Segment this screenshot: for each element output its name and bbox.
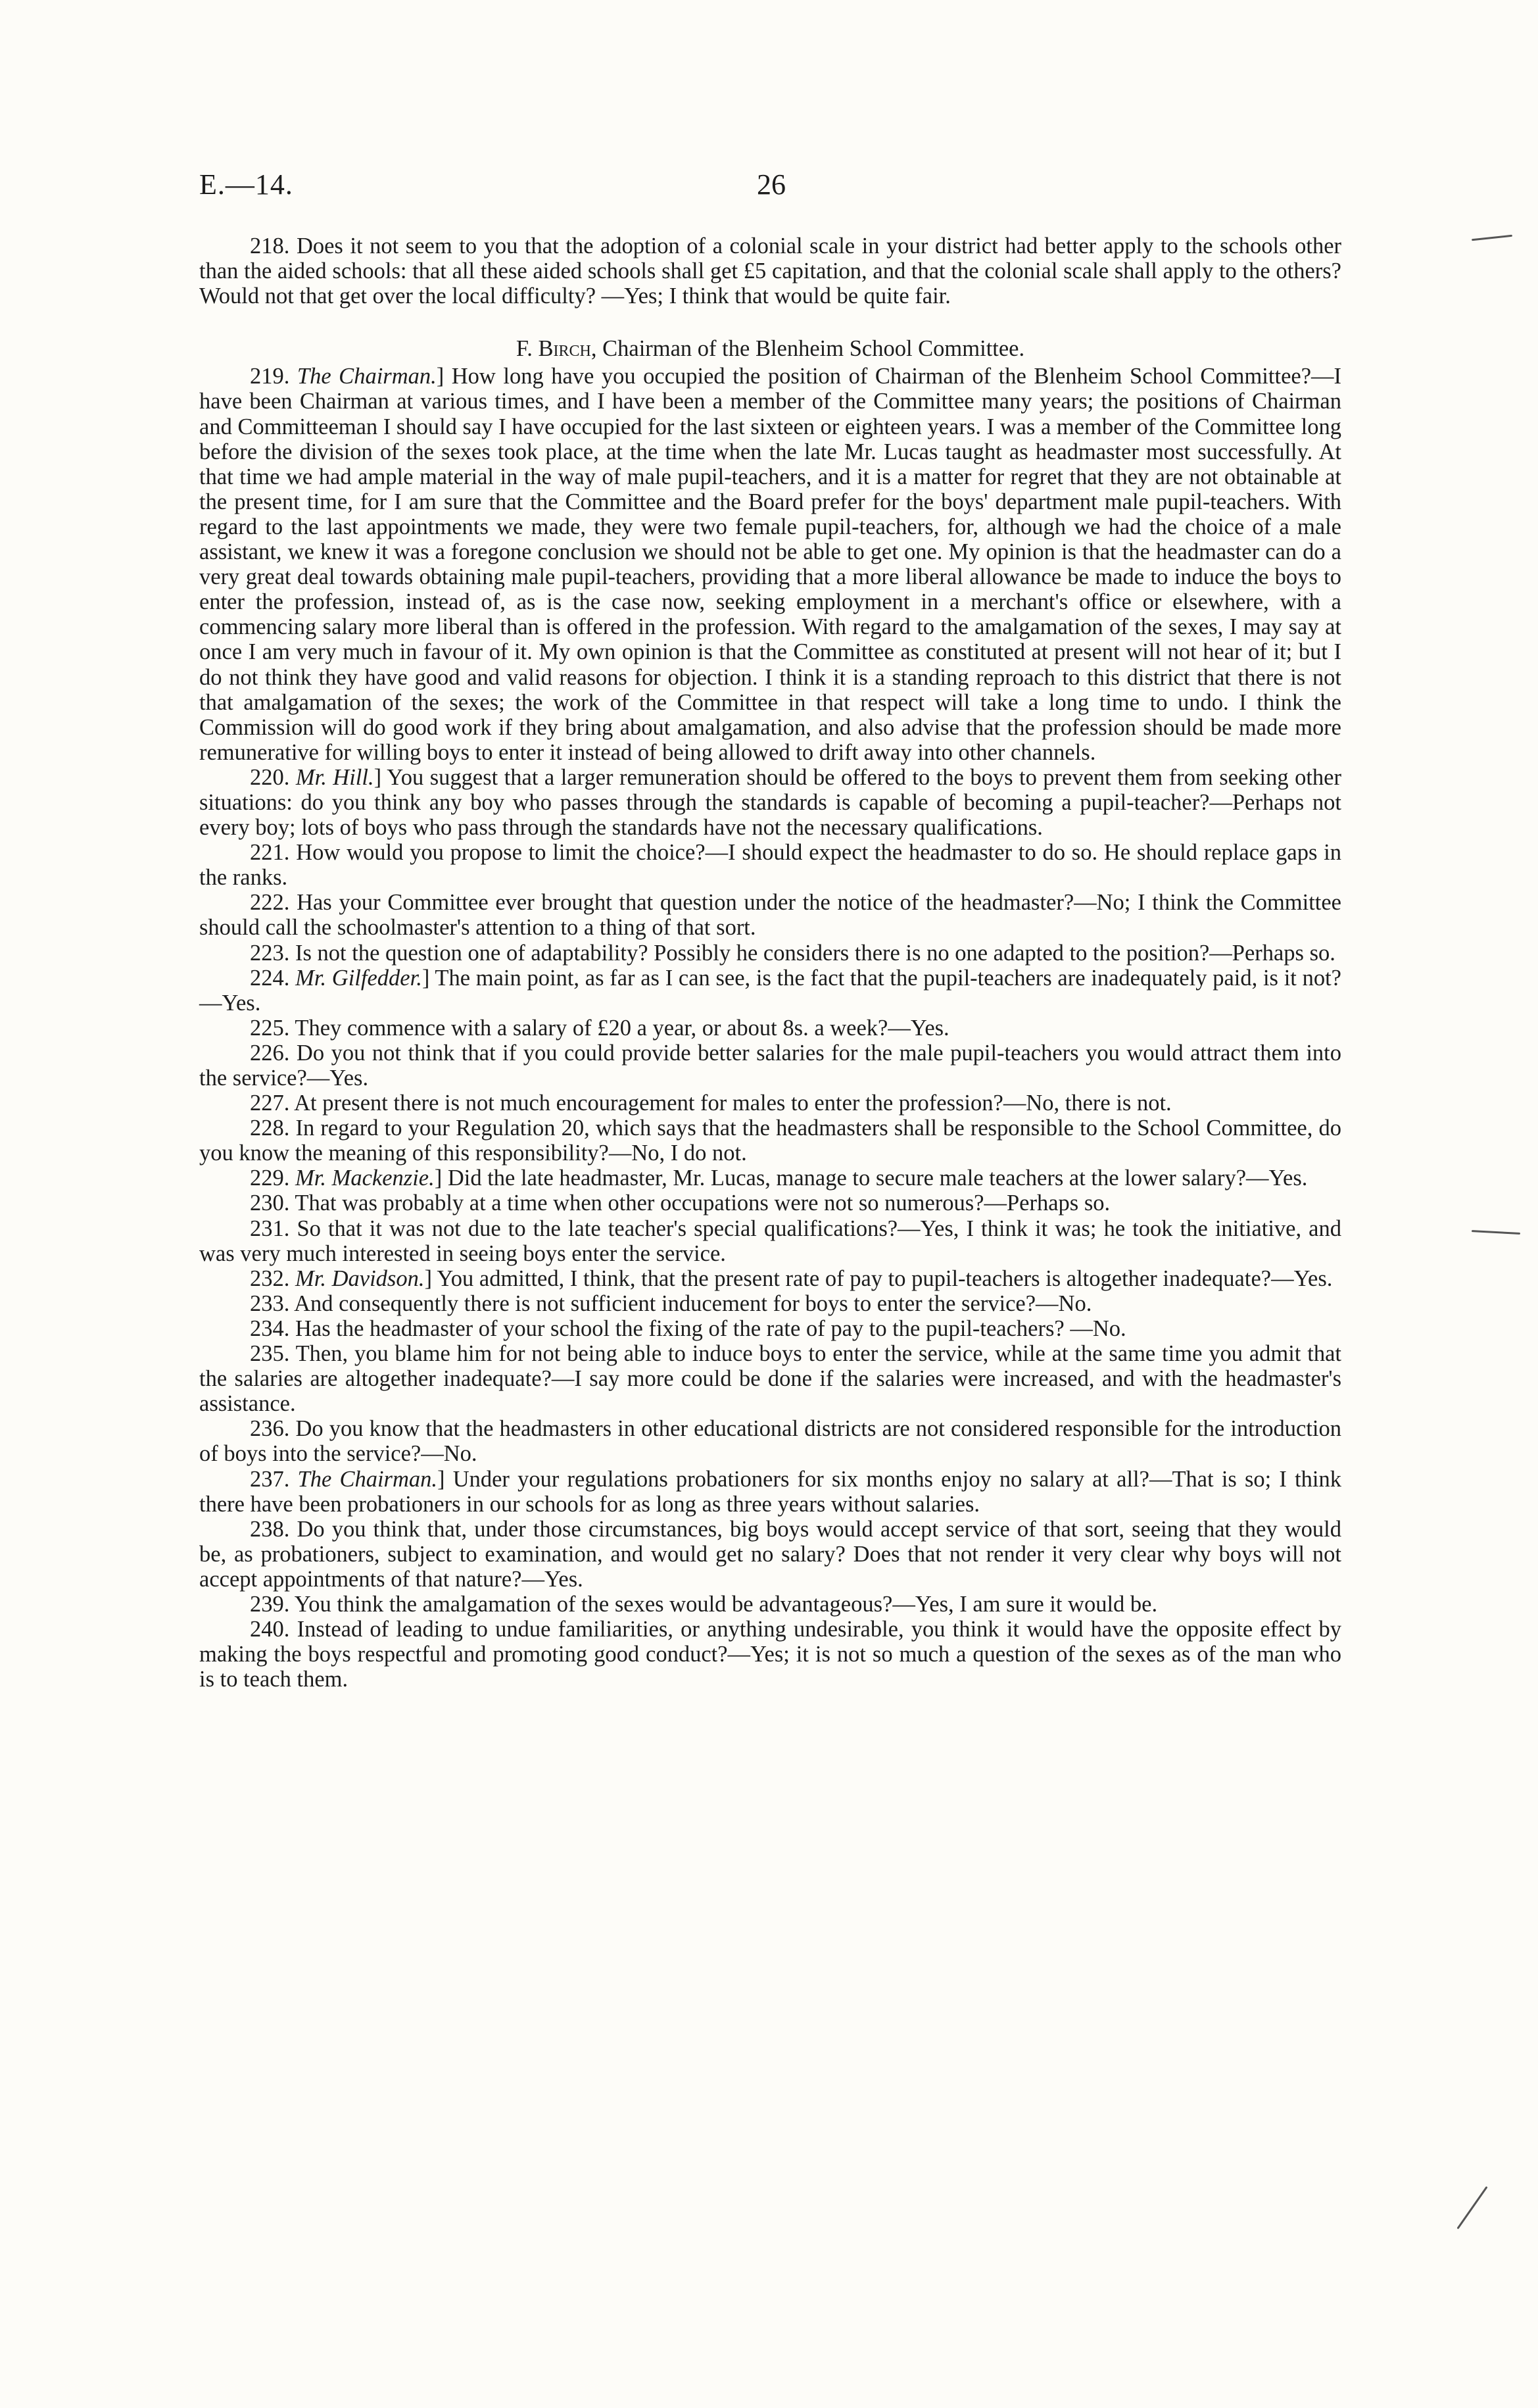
document-reference: E.—14. [199, 168, 293, 201]
question-text: You suggest that a larger remuneration should be offered to the boys to prevent them from seeking other situations: do you think any boy who passes through the standards is capable of becoming a pupil-teacher?—Perhaps not every boy; lots of boys who pass through the standards have not the necessary qualifications. [199, 764, 1341, 841]
page-number: 26 [757, 168, 786, 201]
evidence-paragraph-234 [199, 1316, 1341, 1341]
minutes-of-evidence [199, 233, 1341, 1692]
question-text: You think the amalgamation of the sexes would be advantageous?—Yes, I am sure it would be. [294, 1591, 1158, 1617]
question-text: How long have you occupied the position of Chairman of the Blenheim School Committee?—I have been Chairman at various times, and I have been a member of the Committee many years; the positions of Chairman and Committeeman I should say I have occupied for the last sixteen or eighteen years. I was a member of the Committee long before the division of the sexes took place, at the time when the late Mr. Lucas taught as headmaster most successfully. At that time we had ample material in the way of male pupil-teachers, and it is a matter for regret that they are not obtainable at the present time, for I am sure that the Committee and the Board prefer for the boys' department male pupil-teachers. With regard to the last appointments we made, they were two female pupil-teachers, for, although we had the choice of a male assistant, we knew it was a foregone conclusion we should not be able to get one. My opinion is that the headmaster can do a very great deal towards obtaining male pupil-teachers, providing that a more liberal allowance be made to induce the boys to enter the profession, instead of, as is the case now, seeking employment in a merchant's office or elsewhere, with a commencing salary more liberal than is offered in the profession. With regard to the amalgamation of the sexes, I may say at once I am very much in favour of it. My own opinion is that the Committee as constituted at present will not hear of it; but I do not think they have good and valid reasons for objection. I think it is a standing reproach to this district that there is not that amalgamation of the sexes; the work of the Committee in that respect will take a long time to undo. I think the Commission will do good work if they bring about amalgamation, and also advise that the profession should be made more remunerative for willing boys to enter it instead of being allowed to drift away into other channels. [199, 364, 1341, 765]
question-text: Then, you blame him for not being able to induce boys to enter the service, while at the same time you admit that the salaries are altogether inadequate?—I say more could be done if the salaries were increased, and with the headmaster's assistance. [199, 1341, 1341, 1417]
speaker-name: Mr. Mackenzie. [295, 1166, 435, 1191]
witness-heading [199, 336, 1341, 361]
question-text: Do you know that the headmasters in other educational districts are not considered responsible for the introduction of boys into the service?—No. [199, 1416, 1342, 1467]
evidence-paragraph-227 [199, 1091, 1341, 1116]
evidence-paragraph-230 [199, 1191, 1341, 1216]
question-text: At present there is not much encouragement for males to enter the profession?—No, there is not. [294, 1091, 1172, 1116]
evidence-paragraph-240 [199, 1617, 1341, 1692]
question-text: The main point, as far as I can see, is the fact that the pupil-teachers are inadequately paid, is it not?—Yes. [199, 965, 1341, 1016]
question-text: Has your Committee ever brought that question under the notice of the headmaster?—No; I think the Committee should call the schoolmaster's attention to a thing of that sort. [199, 890, 1341, 941]
question-text: Did the late headmaster, Mr. Lucas, manage to secure male teachers at the lower salary?—Yes. [447, 1166, 1308, 1191]
question-number: 239. [250, 1591, 290, 1617]
evidence-paragraph-226 [199, 1041, 1341, 1091]
margin-mark [1456, 2186, 1487, 2230]
question-text: So that it was not due to the late teacher's special qualifications?—Yes, I think it was; he took the initiative, and was very much interested in seeing boys enter the service. [199, 1216, 1341, 1266]
question-text: Has the headmaster of your school the fixing of the rate of pay to the pupil-teachers? —No. [295, 1315, 1126, 1341]
question-number: 233. [250, 1290, 290, 1316]
question-number: 240. [250, 1617, 290, 1642]
question-text: Do you think that, under those circumstances, big boys would accept service of that sort, seeing that they would be, as probationers, subject to examination, and would get no salary? Does that not render it very clear why boys will not accept appointments of that nature?—Yes. [199, 1516, 1341, 1592]
evidence-paragraph-229: 229. Mr. Mackenzie.] Did the late headmaster, Mr. Lucas, manage to secure male teachers at the lower salary?—Yes. [250, 1166, 1308, 1191]
evidence-paragraph-225 [199, 1016, 1341, 1041]
witness-name: F. Birch [516, 336, 591, 362]
question-number: 229. [250, 1166, 290, 1191]
question-number: 226. [250, 1040, 290, 1066]
margin-mark [1472, 235, 1512, 241]
evidence-paragraph-238 [199, 1517, 1341, 1592]
question-number: 234. [250, 1315, 290, 1341]
question-number: 224. [250, 965, 290, 991]
question-text: That was probably at a time when other occupations were not so numerous?—Perhaps so. [295, 1191, 1111, 1216]
question-text: And consequently there is not sufficient inducement for boys to enter the service?—No. [294, 1290, 1092, 1316]
question-number: 219. [250, 364, 290, 389]
question-text: In regard to your Regulation 20, which says that the headmasters shall be responsible to the School Committee, do you know the meaning of this responsibility?—No, I do not. [199, 1116, 1341, 1166]
evidence-paragraph-220: 220. Mr. Hill.] You suggest that a larger remuneration should be offered to the boys to prevent them from seeking other situations: do you think any boy who passes through the standards is capable of becoming a pupil-teacher?—Perhaps not every boy; lots of boys who pass through the standards have not the necessary qualifications. [199, 764, 1341, 841]
question-number: 218. [250, 233, 290, 258]
evidence-paragraph-231 [199, 1216, 1341, 1266]
speaker-name: The Chairman. [297, 1466, 438, 1492]
evidence-paragraph-236 [199, 1416, 1341, 1466]
question-number: 236. [250, 1416, 290, 1442]
question-number: 230. [250, 1191, 290, 1216]
evidence-paragraph-221 [199, 840, 1341, 890]
evidence-paragraph-219: 219. The Chairman.] How long have you occupied the position of Chairman of the Blenheim School Committee?—I have been Chairman at various times, and I have been a member of the Committee many years; the positions of Chairman and Committeeman I should say I have occupied for the last sixteen or eighteen years. I was a member of the Committee long before the division of the sexes took place, at the time when the late Mr. Lucas taught as headmaster most successfully. At that time we had ample material in the way of male pupil-teachers, and it is a matter for regret that they are not obtainable at the present time, for I am sure that the Committee and the Board prefer for the boys' department male pupil-teachers. With regard to the last appointments we made, they were two female pupil-teachers, for, although we had the choice of a male assistant, we knew it was a foregone conclusion we should not be able to get one. My opinion is that the headmaster can do a very great deal towards obtaining male pupil-teachers, providing that a more liberal allowance be made to induce the boys to enter the profession, instead of, as is the case now, seeking employment in a merchant's office or elsewhere, with a commencing salary more liberal than is offered in the profession. With regard to the amalgamation of the sexes, I may say at once I am very much in favour of it. My own opinion is that the Committee as constituted at present will not hear of it; but I do not think they have good and valid reasons for objection. I think it is a standing reproach to this district that there is not that amalgamation of the sexes; the work of the Committee in that respect will take a long time to undo. I think the Commission will do good work if they bring about amalgamation, and also advise that the profession should be made more remunerative for willing boys to enter it instead of being allowed to drift away into other channels. [199, 364, 1341, 765]
question-text: Does it not seem to you that the adoption of a colonial scale in your district had better apply to the schools other than the aided schools: that all these aided schools shall get £5 capitation, and that the colonial scale shall apply to the others? Would not that get over the local difficulty? —Yes; I think that would be quite fair. [199, 233, 1342, 309]
question-number: 237. [250, 1466, 290, 1492]
evidence-paragraph-218 [199, 233, 1341, 308]
question-text: Is not the question one of adaptability? Possibly he considers there is no one adapted to the position?—Perhaps so. [295, 940, 1335, 966]
speaker-name: The Chairman. [297, 364, 437, 389]
speaker-name: Mr. Davidson. [295, 1265, 425, 1291]
evidence-paragraph-223 [199, 941, 1341, 966]
question-number: 228. [250, 1116, 290, 1141]
speaker-name: Mr. Gilfedder. [295, 965, 422, 991]
question-text: Under your regulations probationers for six months enjoy no salary at all?—That is so; I think there have been probationers in our schools for as long as three years without salaries. [199, 1466, 1342, 1517]
evidence-paragraph-232: 232. Mr. Davidson.] You admitted, I think, that the present rate of pay to pupil-teachers is altogether inadequate?—Yes. [250, 1265, 1333, 1291]
question-number: 223. [250, 940, 290, 966]
question-number: 222. [250, 890, 290, 916]
evidence-paragraph-233 [199, 1291, 1341, 1316]
margin-mark [1472, 1230, 1520, 1235]
evidence-paragraph-222 [199, 890, 1341, 940]
evidence-paragraph-235 [199, 1341, 1341, 1416]
question-number: 225. [250, 1015, 290, 1041]
evidence-paragraph-224: 224. Mr. Gilfedder.] The main point, as far as I can see, is the fact that the pupil-teachers are inadequately paid, is it not?—Yes. [199, 965, 1341, 1016]
page-header [199, 168, 1338, 207]
evidence-paragraph-237: 237. The Chairman.] Under your regulations probationers for six months enjoy no salary at all?—That is so; I think there have been probationers in our schools for as long as three years without salaries. [199, 1466, 1342, 1517]
evidence-paragraph-228 [199, 1116, 1341, 1166]
question-number: 232. [250, 1265, 290, 1291]
question-number: 227. [250, 1091, 290, 1116]
question-number: 220. [250, 764, 290, 790]
question-text: Instead of leading to undue familiarities, or anything undesirable, you think it would have the opposite effect by making the boys respectful and promoting good conduct?—Yes; it is not so much a question of the sexes as of the man who is to teach them. [199, 1617, 1341, 1692]
question-text: Do you not think that if you could provide better salaries for the male pupil-teachers you would attract them into the service?—Yes. [199, 1040, 1342, 1091]
question-text: They commence with a salary of £20 a year, or about 8s. a week?—Yes. [295, 1015, 949, 1041]
evidence-paragraph-239 [199, 1592, 1341, 1617]
question-text: How would you propose to limit the choice?—I should expect the headmaster to do so. He should replace gaps in the ranks. [199, 840, 1342, 891]
question-number: 231. [250, 1216, 290, 1241]
question-text: You admitted, I think, that the present rate of pay to pupil-teachers is altogether inadequate?—Yes. [437, 1265, 1333, 1291]
question-number: 221. [250, 840, 290, 866]
witness-title: , Chairman of the Blenheim School Committee. [590, 336, 1025, 362]
question-number: 235. [250, 1341, 290, 1367]
speaker-name: Mr. Hill. [295, 764, 374, 790]
question-number: 238. [250, 1516, 290, 1542]
